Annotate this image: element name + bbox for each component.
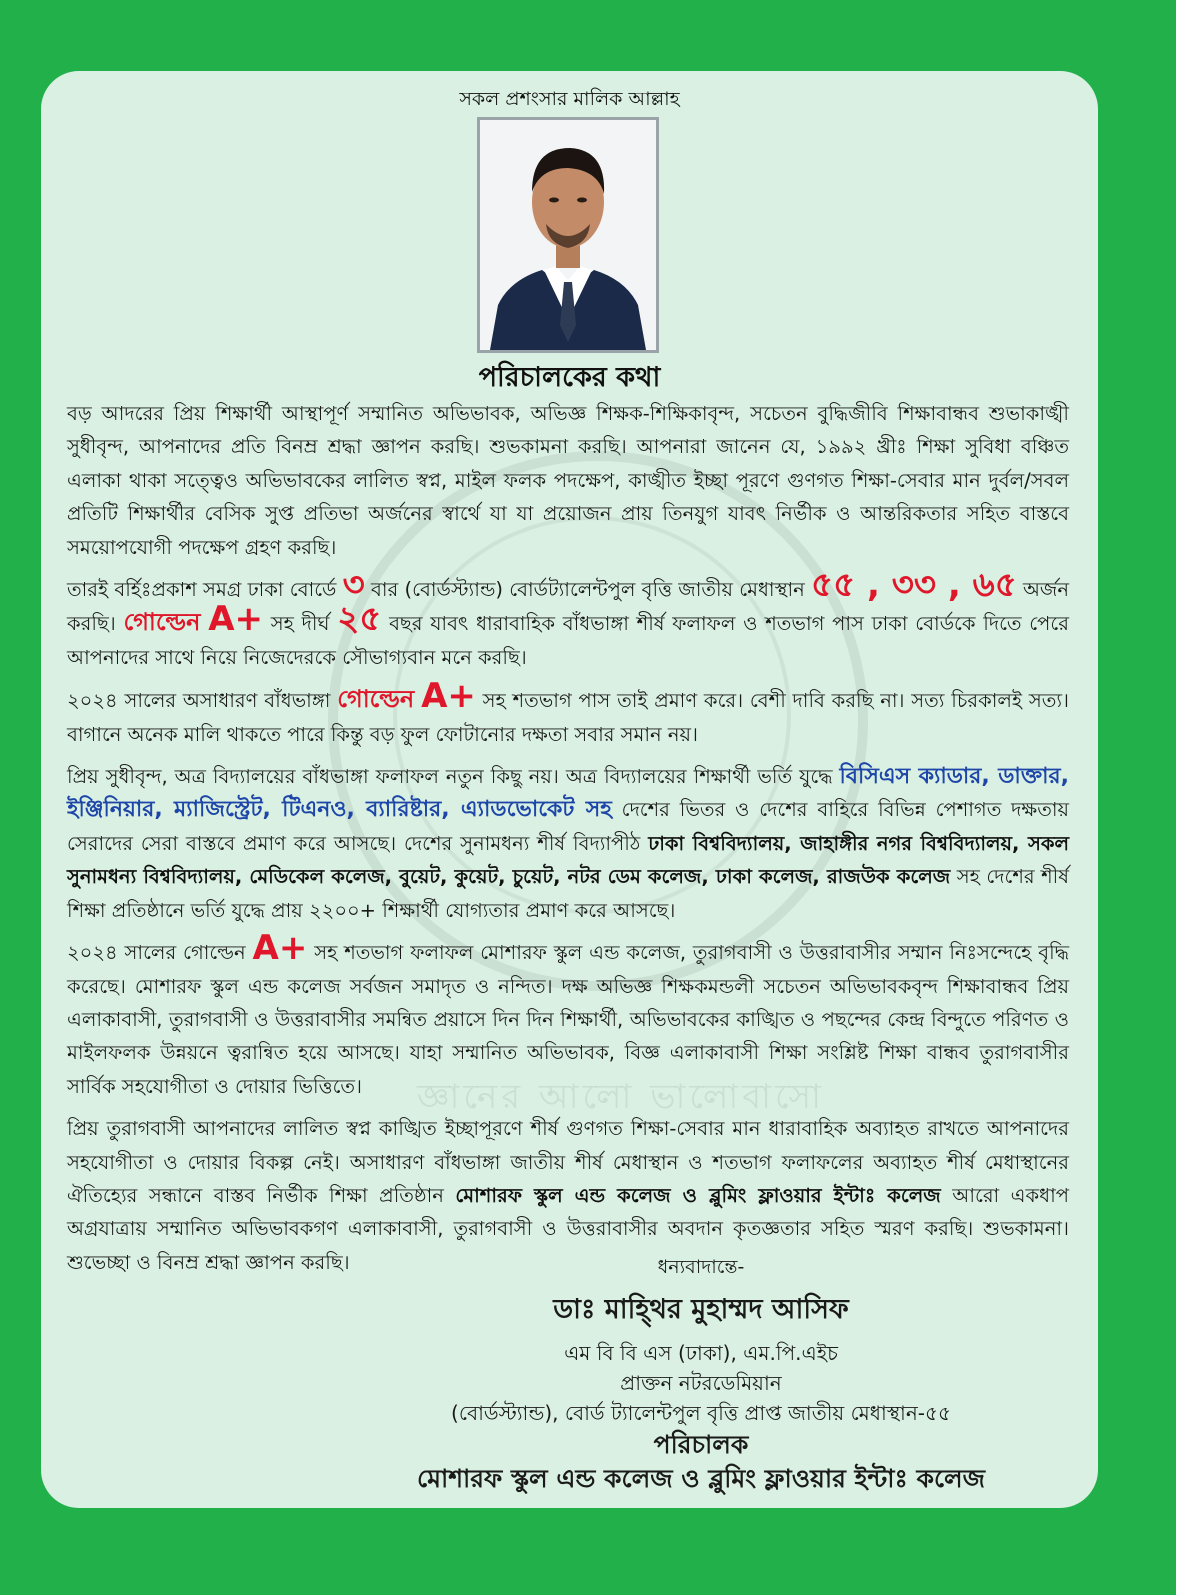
text-segment: প্রিয় সুধীবৃন্দ, অত্র বিদ্যালয়ের বাঁধভাঙ্গা ফলাফল নতুন কিছু নয়। অত্র বিদ্যালয়ের শিক্ষার্থী ভর্তি যুদ্ধে [67, 765, 833, 789]
text-segment: সহ শতভাগ ফলাফল মোশারফ স্কুল এন্ড কলেজ, তুরাগবাসী ও উত্তরাবাসীর সম্মান নিঃসন্দেহে বৃদ্ধি করেছে। মোশারফ স্কুল এন্ড কলেজ সর্বজন সমাদৃত ও নন্দিত। দক্ষ অভিজ্ঞ শিক্ষকমন্ডলী সচেতন অভিভাবকবৃন্দ শিক্ষাবান্ধব প্রিয় এলাকাবাসী, তুরাগবাসী ও উত্তরাবাসীর সমন্বিত প্রয়াসে দিন দিন শিক্ষার্থী, অভিভাবকের কাঙ্খিত ও পছন্দের কেন্দ্র বিন্দুতে পরিণত ও মাইলফলক উন্নয়নে ত্বরান্বিত হয়ে আসছে। যাহা সম্মানিত অভিভাবক, বিজ্ঞ এলাকাবাসী শিক্ষা সংশ্লিষ্ট শিক্ষা বান্ধব তুরাগবাসীর সার্বিক সহযোগীতা ও দোয়ার ভিত্তিতে। [67, 941, 1070, 1098]
right-edge-strip [1176, 0, 1200, 1595]
text-segment: বছর যাবৎ ধারাবাহিক বাঁধভাঙ্গা শীর্ষ ফলাফল ও শতভাগ পাস ঢাকা বোর্ডকে দিতে পেরে আপনাদের সাথে নিয়ে নিজেদেরকে সৌভাগ্যবান মনে করছি। [67, 612, 1069, 669]
signature-institution: মোশারফ স্কুল এন্ড কলেজ ও ব্লুমিং ফ্লাওয়ার ইন্টাঃ কলেজ [416, 1464, 986, 1493]
page-title: পরিচালকের কথা [478, 362, 661, 393]
years-highlight: ২৫ [337, 599, 382, 640]
praise-line: সকল প্রশংসার মালিক আল্লাহ [459, 88, 680, 110]
aplus-highlight: A+ [421, 676, 476, 717]
signature-former: প্রাক্তন নটরডেমিয়ান [620, 1371, 782, 1395]
times-highlight: ৩ [342, 565, 365, 606]
signature-degree: এম বি বি এস (ঢাকা), এম.পি.এইচ [564, 1341, 838, 1365]
aplus-highlight: A+ [208, 599, 264, 640]
signature-thanks: ধন্যবাদান্তে- [657, 1256, 745, 1278]
message-card [41, 71, 1098, 1508]
signature-name: ডাঃ মাহ্থির মুহাম্মদ আসিফ [553, 1294, 849, 1325]
paragraph-community [67, 928, 1070, 1103]
text-segment: আরো একধাপ অগ্রযাত্রায় সম্মানিত অভিভাবকগণ এলাকাবাসী, তুরাগবাসী ও উত্তরাবাসীর অবদান কৃতজ্ঞতার সহিত স্মরণ করছি। শুভকামনা। শুভেচ্ছা ও বিনম্র শ্রদ্ধা জ্ঞাপন করছি। [67, 1183, 1069, 1274]
golden-highlight: গোল্ডেন [123, 608, 201, 637]
text-segment: সহ দেশের শীর্ষ শিক্ষা প্রতিষ্ঠানে ভর্তি যুদ্ধে প্রায় ২২০০+ শিক্ষার্থী যোগ্যতার প্রমাণ করে আসছে। [67, 865, 1069, 922]
paragraph-alumni [67, 760, 1069, 927]
careers-highlight: বিসিএস ক্যাডার, ডাক্তার, ইঞ্জিনিয়ার, ম্যাজিস্ট্রেট, টিএনও, ব্যারিষ্টার, এ্যাডভোকেট সহ [67, 764, 1069, 823]
director-photo [477, 117, 659, 353]
person-portrait-icon [480, 120, 656, 350]
signature-talentpool: (বোর্ডস্ট্যান্ড), বোর্ড ট্যালেন্টপুল বৃত্তি প্রাপ্ত জাতীয় মেধাস্থান-৫৫ [451, 1401, 951, 1425]
text-segment: বার (বোর্ডস্ট্যান্ড) বোর্ডট্যালেন্টপুল বৃত্তি জাতীয় মেধাস্থান [371, 578, 805, 602]
signature-role: পরিচালক [653, 1430, 749, 1459]
text-segment: ২০২৪ সালের অসাধারণ বাঁধভাঙ্গা [67, 689, 331, 713]
text-segment: প্রিয় তুরাগবাসী আপনাদের লালিত স্বপ্ন কাঙ্খিত ইচ্ছাপূরণে শীর্ষ গুণগত শিক্ষা-সেবার মান ধারাবাহিক অব্যাহত রাখতে আপনাদের সহযোগীতা ও দোয়ার বিকল্প নেই। অসাধারণ বাঁধভাঙ্গা জাতীয় শীর্ষ মেধাস্থান ও শতভাগ ফলাফলের অব্যাহত শীর্ষ মেধাস্থানের ঐতিহ্যের সন্ধানে বাস্তব নির্ভীক শিক্ষা প্রতিষ্ঠান [67, 1117, 1069, 1207]
ranks-highlight: ৫৫ , ৩৩ , ৬৫ [811, 565, 1017, 606]
text-segment: অর্জন করছি। [67, 578, 1070, 636]
text-segment: তারই বর্হিঃপ্রকাশ সমগ্র ঢাকা বোর্ডে [67, 578, 337, 602]
aplus-highlight: A+ [252, 928, 308, 969]
text-segment: দেশের ভিতর ও দেশের বাহিরে বিভিন্ন পেশাগত দক্ষতায় সেরাদের সেরা বাস্তবে প্রমাণ করে আসছে। দেশের সুনামধন্য শীর্ষ বিদ্যাপীঠ [67, 798, 1069, 855]
golden-highlight: গোল্ডেন [337, 685, 415, 714]
paragraph-achievements [67, 565, 1070, 674]
seal-motto: জ্ঞানের আলো ভালোবাসো [416, 1077, 825, 1117]
paragraph-intro: বড় আদরের প্রিয় শিক্ষার্থী আস্থাপূর্ণ সম্মানিত অভিভাবক, অভিজ্ঞ শিক্ষক-শিক্ষিকাবৃন্দ, সচেতন বুদ্ধিজীবি শিক্ষাবান্ধব শুভাকাঙ্খী সুধীবৃন্দ, আপনাদের প্রতি বিনম্র শ্রদ্ধা জ্ঞাপন করছি। শুভকামনা করছি। আপনারা জানেন যে, ১৯৯২ খ্রীঃ শিক্ষা সুবিধা বঞ্চিত এলাকা থাকা সত্ত্বেও অভিভাবকের লালিত স্বপ্ন, মাইল ফলক পদক্ষেপ, কাঙ্খীত ইচ্ছা পূরণে গুণগত শিক্ষা-সেবার মান দুর্বল/সবল প্রতিটি শিক্ষার্থীর বেসিক সুপ্ত প্রতিভা অর্জনের স্বার্থে যা যা প্রয়োজন প্রায় তিনযুগ যাবৎ নির্ভীক ও আন্তরিকতার সহিত বাস্তবে সময়োপযোগী পদক্ষেপ গ্রহণ করছি। [67, 402, 1069, 559]
universities-highlight: ঢাকা বিশ্ববিদ্যালয়, জাহাঙ্গীর নগর বিশ্ববিদ্যালয়, সকল সুনামধন্য বিশ্ববিদ্যালয়, মেডিকেল কলেজ, বুয়েট, কুয়েট, চুয়েট, নটর ডেম কলেজ, ঢাকা কলেজ, রাজউক কলেজ [67, 831, 1069, 889]
paragraph-2024-result [67, 676, 1069, 751]
text-segment: ২০২৪ সালের গোল্ডেন [67, 941, 246, 965]
institution-highlight: মোশারফ স্কুল এন্ড কলেজ ও ব্লুমিং ফ্লাওয়ার ইন্টাঃ কলেজ [455, 1183, 941, 1207]
text-segment: সহ শতভাগ পাস তাই প্রমাণ করে। বেশী দাবি করছি না। সত্য চিরকালই সত্য। বাগানে অনেক মালি থাকতে পারে কিন্তু বড় ফুল ফোটানোর দক্ষতা সবার সমান নয়। [67, 689, 1069, 746]
message-body [67, 397, 1069, 1288]
text-segment: সহ দীর্ঘ [270, 612, 330, 636]
signature-block [371, 1253, 1031, 1496]
